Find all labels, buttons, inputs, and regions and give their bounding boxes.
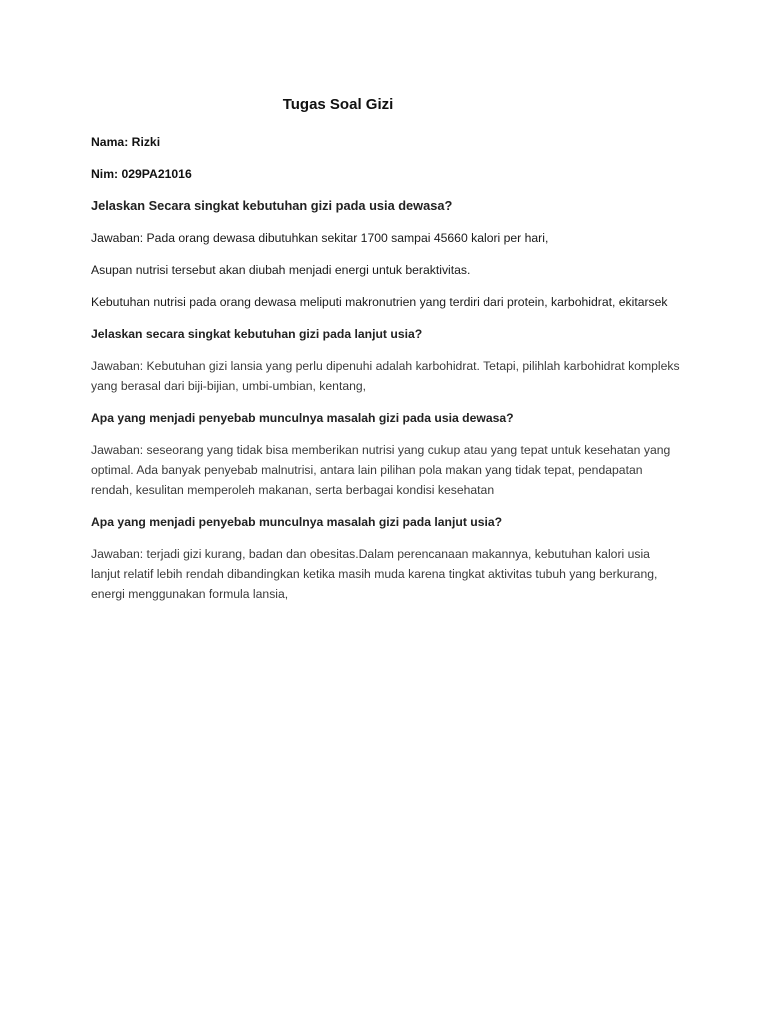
answer-1-line-2: Asupan nutrisi tersebut akan diubah menjadi energi untuk beraktivitas. <box>91 263 471 277</box>
answer-4: Jawaban: terjadi gizi kurang, badan dan obesitas.Dalam perencanaan makannya, kebutuhan kalori usia lanjut relatif lebih rendah dibandingkan ketika masih muda karena tingkat aktivitas tubuh yang berkurang, energi menggunakan formula lansia, <box>91 547 658 601</box>
document-body <box>91 132 681 616</box>
question-3: Apa yang menjadi penyebab munculnya masalah gizi pada usia dewasa? <box>91 411 514 425</box>
answer-1-line-1: Jawaban: Pada orang dewasa dibutuhkan sekitar 1700 sampai 45660 kalori per hari, <box>91 231 549 245</box>
document-title: Tugas Soal Gizi <box>282 96 394 113</box>
question-1: Jelaskan Secara singkat kebutuhan gizi pada usia dewasa? <box>91 198 453 213</box>
question-4: Apa yang menjadi penyebab munculnya masalah gizi pada lanjut usia? <box>91 515 503 529</box>
question-2: Jelaskan secara singkat kebutuhan gizi pada lanjut usia? <box>91 327 423 341</box>
answer-1-line-3: Kebutuhan nutrisi pada orang dewasa meliputi makronutrien yang terdiri dari protein, karbohidrat, ekitarsek <box>91 295 668 309</box>
answer-2: Jawaban: Kebutuhan gizi lansia yang perlu dipenuhi adalah karbohidrat. Tetapi, pilihlah karbohidrat kompleks yang berasal dari biji-bijian, umbi-umbian, kentang, <box>91 359 680 393</box>
student-nim: Nim: 029PA21016 <box>91 167 192 181</box>
answer-3: Jawaban: seseorang yang tidak bisa memberikan nutrisi yang cukup atau yang tepat untuk kesehatan yang optimal. Ada banyak penyebab malnutrisi, antara lain pilihan pola makan yang tidak tepat, pendapatan rendah, kesulitan memperoleh makanan, serta berbagai kondisi kesehatan <box>91 443 671 497</box>
student-name: Nama: Rizki <box>91 135 161 149</box>
